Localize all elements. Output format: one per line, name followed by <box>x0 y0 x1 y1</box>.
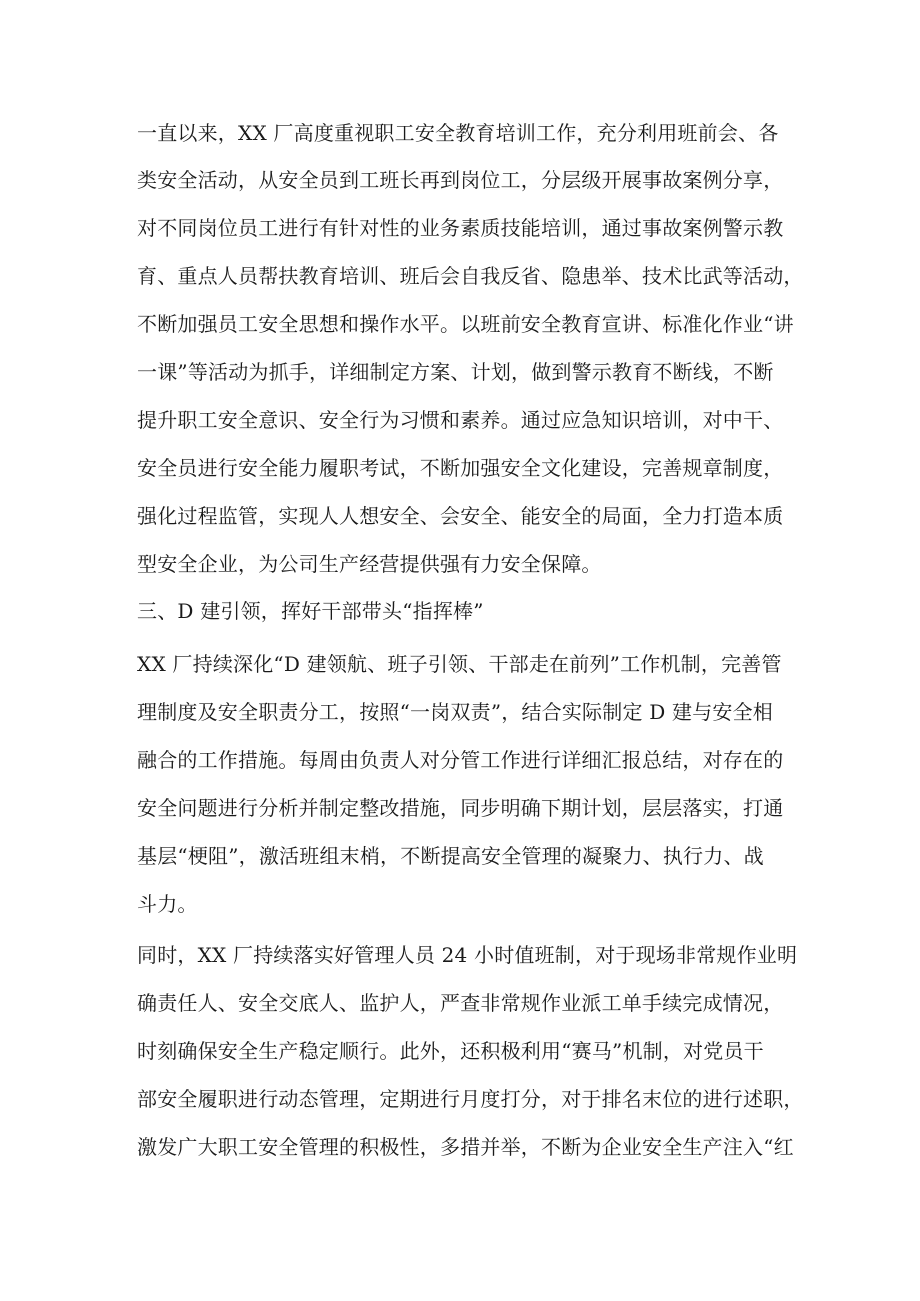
text-line: 一直以来，XX 厂高度重视职工安全教育培训工作，充分利用班前会、各 <box>137 121 779 145</box>
text-line: 安全问题进行分析并制定整改措施，同步明确下期计划，层层落实，打通 <box>137 796 784 820</box>
text-line: 一课”等活动为抓手，详细制定方案、计划，做到警示教育不断线，不断 <box>137 360 774 384</box>
text-line: 安全员进行安全能力履职考试，不断加强安全文化建设，完善规章制度， <box>137 456 784 480</box>
section-heading: 三、D 建引领，挥好干部带头“指挥棒” <box>137 599 484 623</box>
text-line: 同时，XX 厂持续落实好管理人员 24 小时值班制，对于现场非常规作业明 <box>137 943 798 967</box>
text-line: 部安全履职进行动态管理，定期进行月度打分，对于排名末位的进行述职， <box>137 1087 804 1111</box>
text-line: 强化过程监管，实现人人想安全、会安全、能安全的局面，全力打造本质 <box>137 504 784 528</box>
text-line: 型安全企业，为公司生产经营提供强有力安全保障。 <box>137 552 602 576</box>
text-line: 激发广大职工安全管理的积极性，多措并举，不断为企业安全生产注入“红 <box>137 1135 794 1159</box>
text-line: 融合的工作措施。每周由负责人对分管工作进行详细汇报总结，对存在的 <box>137 748 784 772</box>
text-line: 确责任人、安全交底人、监护人，严查非常规作业派工单手续完成情况， <box>137 991 784 1015</box>
text-line: 提升职工安全意识、安全行为习惯和素养。通过应急知识培训，对中干、 <box>137 408 784 432</box>
text-line: 基层“梗阻”，激活班组末梢，不断提高安全管理的凝聚力、执行力、战 <box>137 844 764 868</box>
text-line: 理制度及安全职责分工，按照“一岗双责”，结合实际制定 D 建与安全相 <box>137 700 773 724</box>
text-line: 类安全活动，从安全员到工班长再到岗位工，分层级开展事故案例分享， <box>137 168 784 192</box>
text-line: 对不同岗位员工进行有针对性的业务素质技能培训，通过事故案例警示教 <box>137 216 784 240</box>
text-line: 时刻确保安全生产稳定顺行。此外，还积极利用“赛马”机制，对党员干 <box>137 1039 764 1063</box>
text-line: XX 厂持续深化“D 建领航、班子引领、干部走在前列”工作机制，完善管 <box>137 652 782 676</box>
text-line: 不断加强员工安全思想和操作水平。以班前安全教育宣讲、标准化作业“讲 <box>137 312 794 336</box>
text-line: 育、重点人员帮扶教育培训、班后会自我反省、隐患举、技术比武等活动， <box>137 264 804 288</box>
text-line: 斗力。 <box>137 892 198 916</box>
